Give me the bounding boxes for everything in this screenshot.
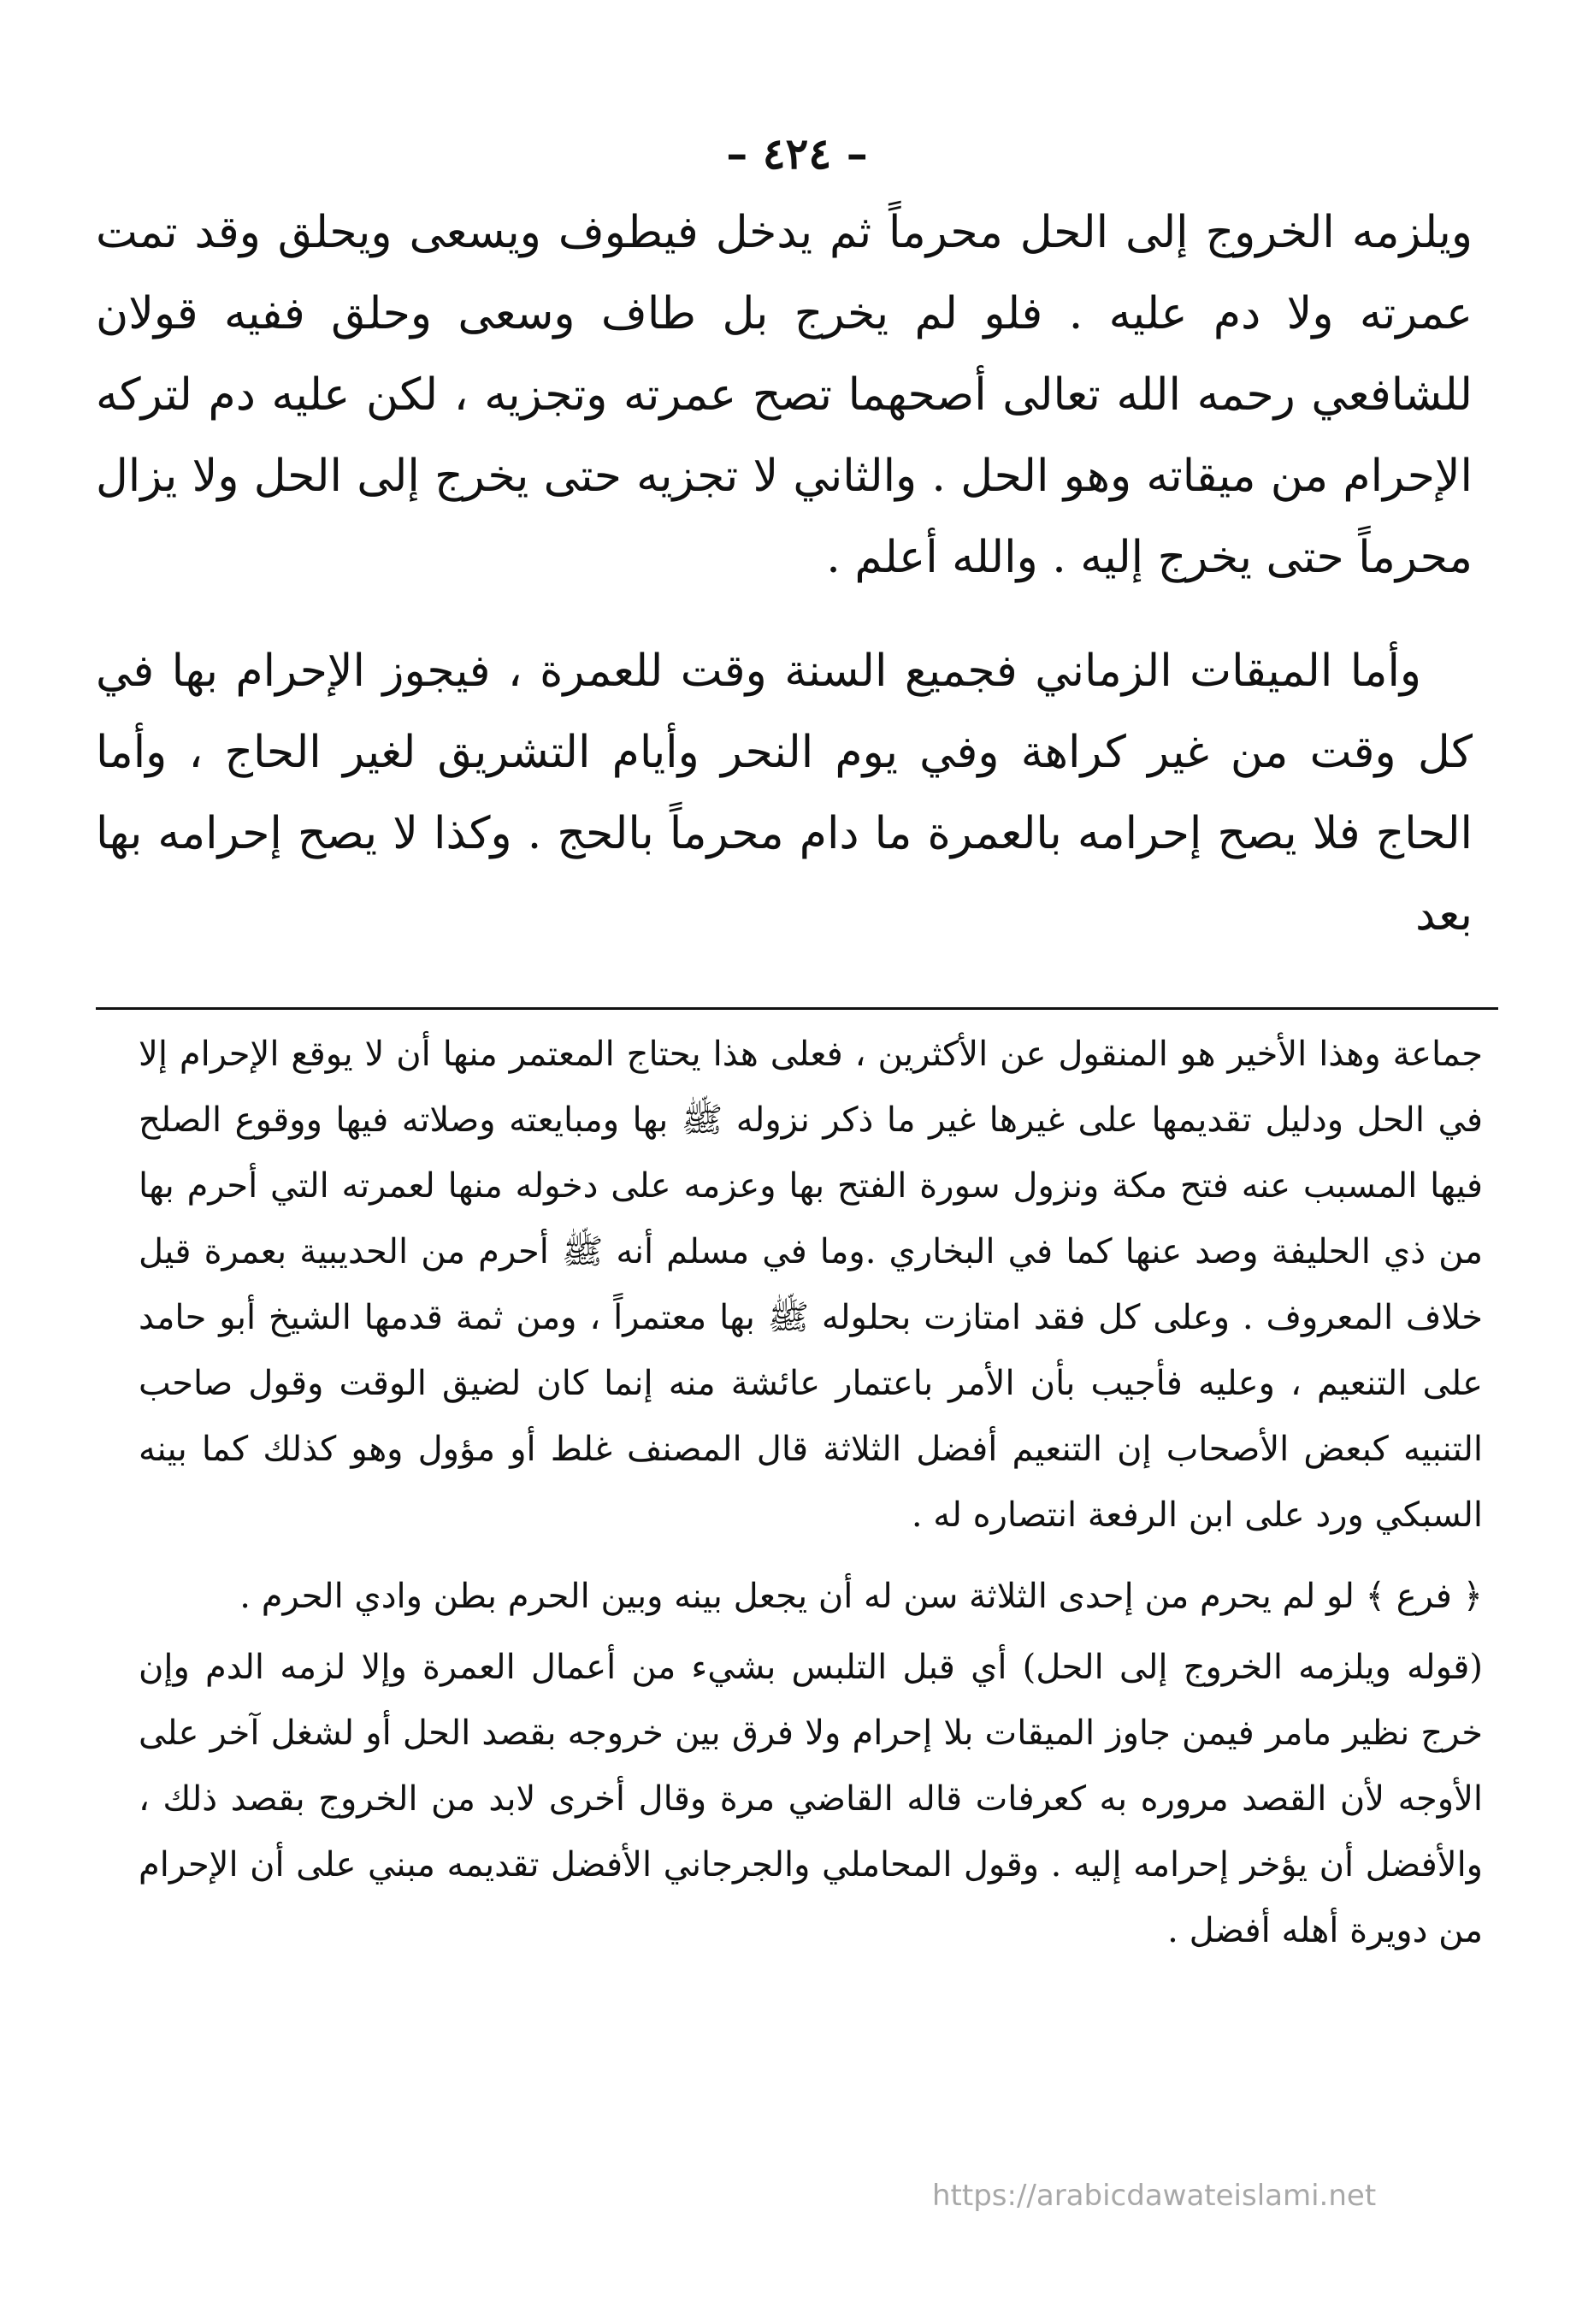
commentary-branch: ﴿ فرع ﴾ لو لم يحرم من إحدى الثلاثة سن له أن يجعل بينه وبين الحرم بطن وادي الحرم . (239, 1577, 1483, 1616)
main-text (96, 192, 1473, 956)
main-paragraph: وأما الميقات الزماني فجميع السنة وقت للعمرة ، فيجوز الإحرام بها في كل وقت من غير كراهة وفي يوم النحر وأيام التشريق لغير الحاج ، وأما الحاج فلا يصح إحرامه بالعمرة ما دام محرماً بالحج . وكذا لا يصح إحرامه بها بعد (96, 646, 1473, 941)
commentary-text (139, 1022, 1483, 1964)
footnote-divider (96, 1007, 1498, 1010)
watermark-url: https://arabicdawateislami.net (932, 2179, 1377, 2213)
commentary-paragraph: (قوله ويلزمه الخروج إلى الحل) أي قبل التلبس بشيء من أعمال العمرة وإلا لزمه الدم وإن خرج نظير مامر فيمن جاوز الميقات بلا إحرام ولا فرق بين خروجه بقصد الحل أو لشغل آخر على الأوجه لأن القصد مروره به كعرفات قاله القاضي مرة وقال أخرى لابد من الخروج بقصد ذلك ، والأفضل أن يؤخر إحرامه إليه . وقول المحاملي والجرجاني الأفضل تقديمه مبني على أن الإحرام من دويرة أهله أفضل . (139, 1648, 1483, 1950)
page-number: – ٤٢٤ – (726, 128, 868, 179)
main-paragraph: ويلزمه الخروج إلى الحل محرماً ثم يدخل فيطوف ويسعى ويحلق وقد تمت عمرته ولا دم عليه . فلو لم يخرج بل طاف وسعى وحلق ففيه قولان للشافعي رحمه الله تعالى أصحهما تصح عمرته وتجزيه ، لكن عليه دم لتركه الإحرام من ميقاته وهو الحل . والثاني لا تجزيه حتى يخرج إلى الحل ولا يزال محرماً حتى يخرج إليه . والله أعلم . (96, 207, 1473, 583)
commentary-paragraph: جماعة وهذا الأخير هو المنقول عن الأكثرين ، فعلى هذا يحتاج المعتمر منها أن لا يوقع الإحرام إلا في الحل ودليل تقديمها على غيرها غير ما ذكر نزوله ﷺ بها ومبايعته وصلاته فيها ووقوع الصلح فيها المسبب عنه فتح مكة ونزول سورة الفتح بها وعزمه على دخوله منها لعمرته التي أحرم بها من ذي الحليفة وصد عنها كما في البخاري .وما في مسلم أنه ﷺ أحرم من الحديبية بعمرة قيل خلاف المعروف . وعلى كل فقد امتازت بحلوله ﷺ بها معتمراً ، ومن ثمة قدمها الشيخ أبو حامد على التنعيم ، وعليه فأجيب بأن الأمر باعتمار عائشة منه إنما كان لضيق الوقت وقول صاحب التنبيه كبعض الأصحاب إن التنعيم أفضل الثلاثة قال المصنف غلط أو مؤول وهو كذلك كما بينه السبكي ورد على ابن الرفعة انتصاره له . (139, 1035, 1483, 1535)
